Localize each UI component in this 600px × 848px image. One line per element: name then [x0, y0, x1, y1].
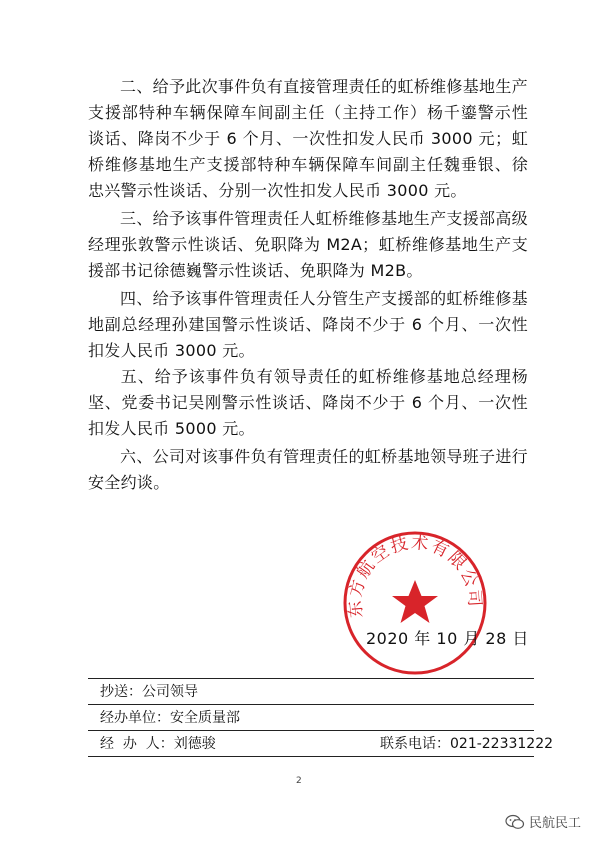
star-icon — [392, 580, 438, 623]
footer-rule-mid2 — [88, 730, 534, 731]
footer-rule-mid — [88, 704, 534, 705]
footer-rule-bottom — [88, 756, 534, 757]
svg-text:东方航空技术有限公司: 东方航空技术有限公司 — [345, 533, 485, 619]
paragraph-5: 五、给予该事件负有领导责任的虹桥维修基地总经理杨坚、党委书记吴刚警示性谈话、降岗不少于 6 个月、一次性扣发人民币 5000 元。 — [88, 367, 528, 438]
official-seal — [340, 528, 490, 678]
dept-line: 经办单位：安全质量部 — [100, 710, 240, 726]
page-number: 2 — [296, 776, 302, 786]
phone-line: 联系电话：021-22331222 — [380, 736, 554, 752]
footer-rule-top — [88, 678, 534, 679]
paragraph-6: 六、公司对该事件负有管理责任的虹桥基地领导班子进行安全约谈。 — [88, 447, 528, 492]
paragraph-2: 二、给予此次事件负有直接管理责任的虹桥维修基地生产支援部特种车辆保障车间副主任（主持工作）杨千鎏警示性谈话、降岗不少于 6 个月、一次性扣发人民币 3000 元；虹桥维修基地生产支援部特种车辆保障车间副主任魏垂银、徐忠兴警示性谈话、分别一次性扣发人民币 3000 元。 — [88, 77, 528, 200]
issue-date: 2020 年 10 月 28 日 — [366, 629, 529, 648]
cc-line: 抄送：公司领导 — [100, 684, 198, 700]
handler-line: 经 办 人：刘德骏 — [100, 736, 216, 752]
paragraph-3: 三、给予该事件管理责任人虹桥维修基地生产支援部高级经理张敦警示性谈话、免职降为 M2A；虹桥维修基地生产支援部书记徐德巍警示性谈话、免职降为 M2B。 — [88, 209, 528, 280]
watermark-text: 民航民工 — [529, 816, 582, 831]
paragraph-4: 四、给予该事件管理责任人分管生产支援部的虹桥维修基地副总经理孙建国警示性谈话、降岗不少于 6 个月、一次性扣发人民币 3000 元。 — [88, 289, 528, 360]
watermark — [505, 812, 581, 831]
wechat-icon — [505, 814, 525, 830]
